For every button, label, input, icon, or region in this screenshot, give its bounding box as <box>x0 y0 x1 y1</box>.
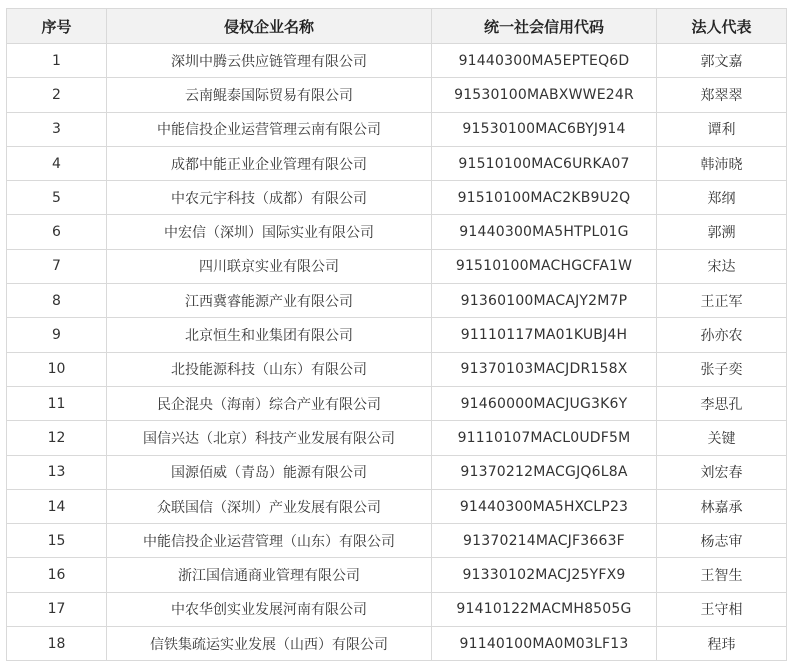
cell-legal-representative: 王智生 <box>657 558 787 592</box>
cell-credit-code: 91510100MAC2KB9U2Q <box>432 181 657 215</box>
table-row <box>7 318 787 352</box>
cell-serial-number: 13 <box>7 455 107 489</box>
cell-legal-representative: 郭溯 <box>657 215 787 249</box>
cell-serial-number: 2 <box>7 78 107 112</box>
cell-credit-code: 91460000MACJUG3K6Y <box>432 386 657 420</box>
infringing-companies-table <box>6 8 787 661</box>
header-legal-representative: 法人代表 <box>657 9 787 44</box>
cell-serial-number: 6 <box>7 215 107 249</box>
cell-credit-code: 91110117MA01KUBJ4H <box>432 318 657 352</box>
cell-serial-number: 11 <box>7 386 107 420</box>
table-row <box>7 558 787 592</box>
cell-company-name: 国信兴达（北京）科技产业发展有限公司 <box>107 421 432 455</box>
cell-serial-number: 12 <box>7 421 107 455</box>
table-row <box>7 421 787 455</box>
cell-company-name: 中能信投企业运营管理（山东）有限公司 <box>107 524 432 558</box>
table-row <box>7 215 787 249</box>
cell-legal-representative: 程玮 <box>657 627 787 661</box>
cell-serial-number: 9 <box>7 318 107 352</box>
cell-credit-code: 91370212MACGJQ6L8A <box>432 455 657 489</box>
table-row <box>7 386 787 420</box>
header-company-name: 侵权企业名称 <box>107 9 432 44</box>
cell-legal-representative: 孙亦农 <box>657 318 787 352</box>
cell-credit-code: 91510100MACHGCFA1W <box>432 249 657 283</box>
cell-company-name: 深圳中腾云供应链管理有限公司 <box>107 44 432 78</box>
cell-serial-number: 15 <box>7 524 107 558</box>
table-row <box>7 44 787 78</box>
table-row <box>7 181 787 215</box>
table-row <box>7 78 787 112</box>
cell-serial-number: 16 <box>7 558 107 592</box>
table-row <box>7 627 787 661</box>
header-row <box>7 9 787 44</box>
cell-credit-code: 91530100MAC6BYJ914 <box>432 112 657 146</box>
cell-serial-number: 1 <box>7 44 107 78</box>
cell-credit-code: 91330102MACJ25YFX9 <box>432 558 657 592</box>
header-serial-number: 序号 <box>7 9 107 44</box>
cell-serial-number: 14 <box>7 489 107 523</box>
cell-serial-number: 10 <box>7 352 107 386</box>
cell-legal-representative: 韩沛晓 <box>657 146 787 180</box>
cell-company-name: 中农华创实业发展河南有限公司 <box>107 592 432 626</box>
table-row <box>7 146 787 180</box>
cell-company-name: 四川联京实业有限公司 <box>107 249 432 283</box>
cell-legal-representative: 林嘉承 <box>657 489 787 523</box>
cell-legal-representative: 郑翠翠 <box>657 78 787 112</box>
cell-credit-code: 91440300MA5HTPL01G <box>432 215 657 249</box>
cell-serial-number: 4 <box>7 146 107 180</box>
cell-legal-representative: 李思孔 <box>657 386 787 420</box>
cell-company-name: 众联国信（深圳）产业发展有限公司 <box>107 489 432 523</box>
cell-company-name: 北投能源科技（山东）有限公司 <box>107 352 432 386</box>
cell-legal-representative: 谭利 <box>657 112 787 146</box>
cell-company-name: 中宏信（深圳）国际实业有限公司 <box>107 215 432 249</box>
table-row <box>7 455 787 489</box>
cell-credit-code: 91440300MA5HXCLP23 <box>432 489 657 523</box>
table-row <box>7 249 787 283</box>
cell-company-name: 国源佰威（青岛）能源有限公司 <box>107 455 432 489</box>
cell-credit-code: 91360100MACAJY2M7P <box>432 284 657 318</box>
cell-serial-number: 18 <box>7 627 107 661</box>
cell-credit-code: 91530100MABXWWE24R <box>432 78 657 112</box>
table-row <box>7 284 787 318</box>
cell-legal-representative: 杨志审 <box>657 524 787 558</box>
infringing-companies-table-container <box>6 8 786 661</box>
cell-company-name: 北京恒生和业集团有限公司 <box>107 318 432 352</box>
table-row <box>7 112 787 146</box>
cell-legal-representative: 郭文嘉 <box>657 44 787 78</box>
cell-company-name: 中农元宇科技（成都）有限公司 <box>107 181 432 215</box>
cell-legal-representative: 王正军 <box>657 284 787 318</box>
cell-credit-code: 91410122MACMH8505G <box>432 592 657 626</box>
cell-company-name: 信铁集疏运实业发展（山西）有限公司 <box>107 627 432 661</box>
cell-credit-code: 91440300MA5EPTEQ6D <box>432 44 657 78</box>
cell-legal-representative: 张子奕 <box>657 352 787 386</box>
cell-legal-representative: 刘宏春 <box>657 455 787 489</box>
table-row <box>7 592 787 626</box>
cell-company-name: 民企混央（海南）综合产业有限公司 <box>107 386 432 420</box>
table-row <box>7 524 787 558</box>
cell-company-name: 成都中能正业企业管理有限公司 <box>107 146 432 180</box>
cell-legal-representative: 郑纲 <box>657 181 787 215</box>
cell-credit-code: 91510100MAC6URKA07 <box>432 146 657 180</box>
cell-serial-number: 3 <box>7 112 107 146</box>
cell-company-name: 中能信投企业运营管理云南有限公司 <box>107 112 432 146</box>
cell-company-name: 云南鲲泰国际贸易有限公司 <box>107 78 432 112</box>
cell-serial-number: 5 <box>7 181 107 215</box>
cell-legal-representative: 王守相 <box>657 592 787 626</box>
header-credit-code: 统一社会信用代码 <box>432 9 657 44</box>
cell-credit-code: 91110107MACL0UDF5M <box>432 421 657 455</box>
table-header <box>7 9 787 44</box>
table-row <box>7 489 787 523</box>
cell-serial-number: 17 <box>7 592 107 626</box>
cell-legal-representative: 关键 <box>657 421 787 455</box>
cell-serial-number: 7 <box>7 249 107 283</box>
cell-company-name: 江西冀睿能源产业有限公司 <box>107 284 432 318</box>
cell-legal-representative: 宋达 <box>657 249 787 283</box>
cell-company-name: 浙江国信通商业管理有限公司 <box>107 558 432 592</box>
table-row <box>7 352 787 386</box>
table-body <box>7 44 787 661</box>
cell-credit-code: 91140100MA0M03LF13 <box>432 627 657 661</box>
cell-credit-code: 91370103MACJDR158X <box>432 352 657 386</box>
cell-credit-code: 91370214MACJF3663F <box>432 524 657 558</box>
cell-serial-number: 8 <box>7 284 107 318</box>
